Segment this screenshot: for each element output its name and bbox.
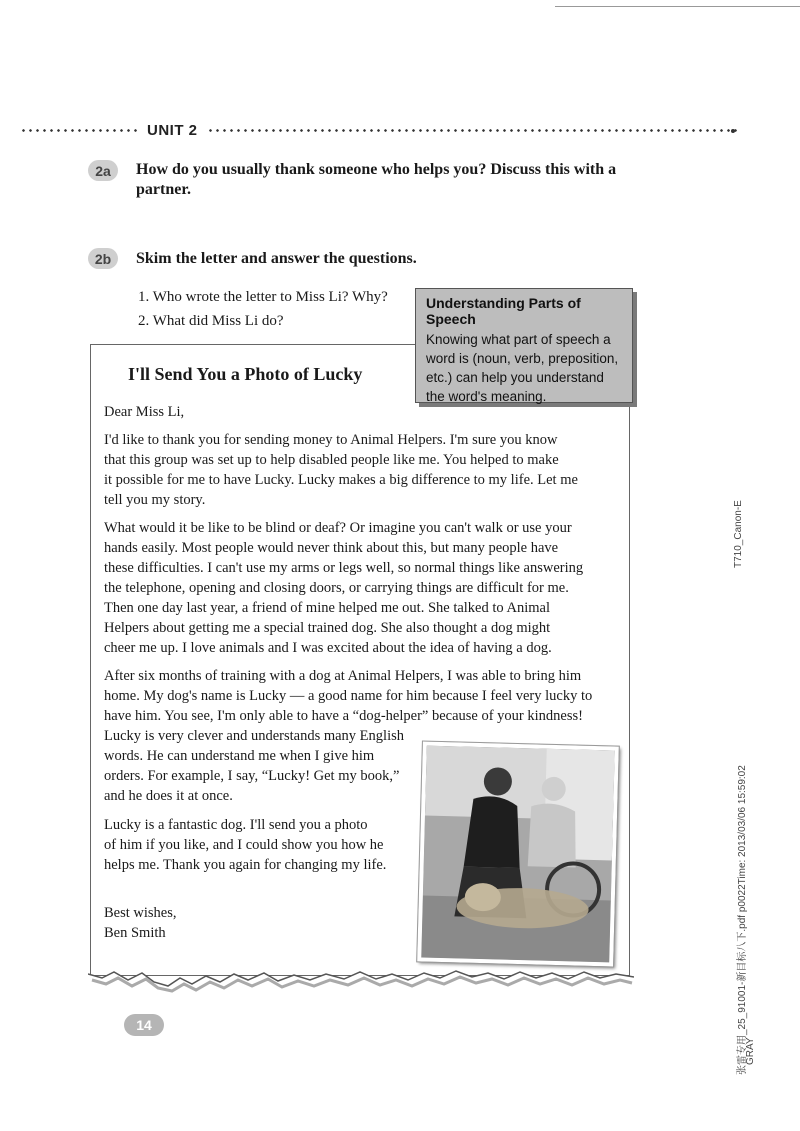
question-item: 2. What did Miss Li do?: [138, 313, 284, 329]
letter-line: and he does it at once.: [104, 788, 233, 804]
letter-paragraph-2: [104, 518, 619, 658]
unit-rule-end-dot: [731, 129, 735, 133]
letter-line: I'd like to thank you for sending money to Animal Helpers. I'm sure you know: [104, 432, 558, 448]
print-marker-gray: GRAY: [745, 1037, 756, 1065]
callout-line: etc.) can help you understand: [426, 370, 604, 385]
letter-line: Lucky is a fantastic dog. I'll send you a photo: [104, 817, 368, 833]
letter-line: hands easily. Most people would never think about this, but many people have: [104, 540, 559, 556]
task-2a-badge: 2a: [88, 160, 118, 181]
torn-edge-decoration: [88, 960, 634, 1000]
callout-body: [426, 330, 624, 406]
task-2b-instruction: Skim the letter and answer the questions.: [136, 250, 417, 267]
letter-closing: Best wishes,: [104, 905, 177, 921]
letter-line: Then one day last year, a friend of mine helped me out. She talked to Animal: [104, 600, 550, 616]
top-rule: [555, 6, 800, 7]
letter-line: helps me. Thank you again for changing my life.: [104, 857, 387, 873]
letter-line: Lucky is very clever and understands many English: [104, 728, 404, 744]
letter-signature: Ben Smith: [104, 925, 166, 941]
callout-line: Knowing what part of speech a: [426, 332, 611, 347]
task-2b-badge: 2b: [88, 248, 118, 269]
letter-signoff: [104, 903, 177, 943]
task-2a-line-2: partner.: [136, 181, 191, 198]
print-marker-file: 张雷专用_25_91001-新目标八下.pdf p0022Time: 2013/03/06 15:59:02: [737, 765, 748, 1075]
unit-header: [20, 122, 740, 138]
parts-of-speech-callout: [415, 288, 633, 403]
letter-line: of him if you like, and I could show you how he: [104, 837, 384, 853]
letter-line: that this group was set up to help disabled people like me. You helped to make: [104, 452, 559, 468]
letter-salutation: Dear Miss Li,: [104, 404, 185, 420]
question-item: 1. Who wrote the letter to Miss Li? Why?: [138, 289, 388, 305]
task-2a-line-1: How do you usually thank someone who helps you? Discuss this with a: [136, 161, 617, 178]
task-2b-questions: [138, 285, 388, 333]
letter-line: home. My dog's name is Lucky — a good name for him because I feel very lucky to: [104, 688, 593, 704]
dotted-rule-right: [207, 129, 740, 132]
callout-line: the word's meaning.: [426, 389, 547, 404]
letter-paragraph-4: [104, 815, 419, 875]
page-number: 14: [124, 1014, 164, 1036]
dotted-rule-left: [20, 129, 138, 132]
letter-line: cheer me up. I love animals and I was excited about the idea of having a dog.: [104, 640, 552, 656]
letter-line: After six months of training with a dog at Animal Helpers, I was able to bring him: [104, 668, 582, 684]
letter-title: I'll Send You a Photo of Lucky: [128, 364, 363, 384]
lucky-photo: [417, 741, 619, 966]
letter-line: the telephone, opening and closing doors, or carrying things are difficult for me.: [104, 580, 569, 596]
letter-paragraph-1: [104, 430, 619, 510]
task-2a-instruction: [136, 160, 646, 200]
callout-line: word is (noun, verb, preposition,: [426, 351, 619, 366]
letter-line: tell you my story.: [104, 492, 206, 508]
letter-line: What would it be like to be blind or deaf? Or imagine you can't walk or use your: [104, 520, 572, 536]
letter-line: have him. You see, I'm only able to have a “dog-helper” because of your kindness!: [104, 708, 583, 724]
letter-line: Helpers about getting me a special trained dog. She also thought a dog might: [104, 620, 551, 636]
letter-line: words. He can understand me when I give him: [104, 748, 375, 764]
letter-line: orders. For example, I say, “Lucky! Get my book,”: [104, 768, 400, 784]
callout-title: Understanding Parts of Speech: [426, 295, 581, 327]
unit-label: UNIT 2: [147, 121, 198, 139]
photo-illustration: [421, 746, 614, 963]
print-marker-top: T710_Canon-E: [733, 500, 744, 568]
letter-line: it possible for me to have Lucky. Lucky makes a big difference to my life. Let me: [104, 472, 578, 488]
letter-line: these difficulties. I can't use my arms or legs well, so normal things like answering: [104, 560, 584, 576]
